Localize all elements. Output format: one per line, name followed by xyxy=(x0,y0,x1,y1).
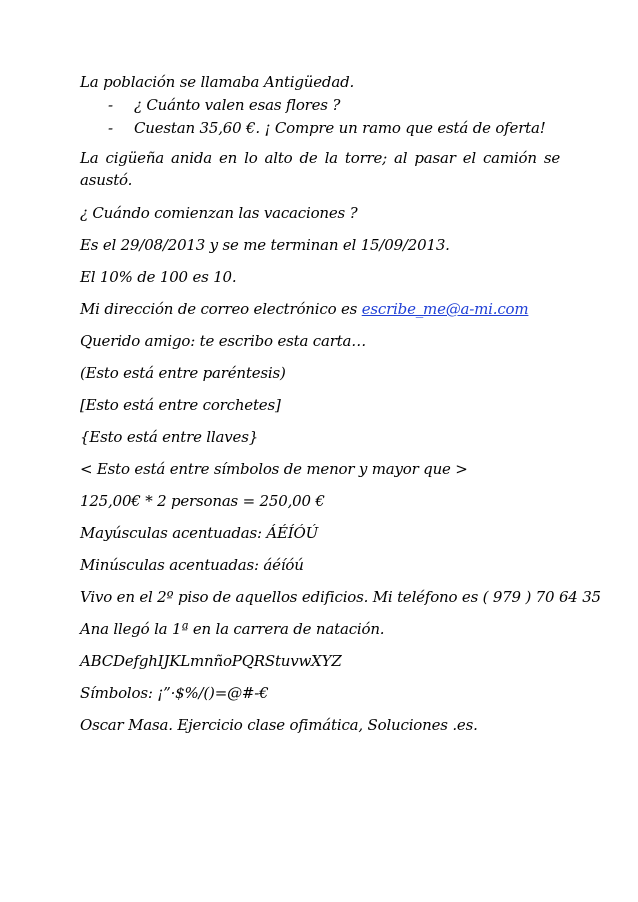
dash-bullet: - xyxy=(108,119,113,137)
text-line-email xyxy=(80,299,560,319)
dialogue-line-2 xyxy=(80,118,560,138)
text-line-percent: El 10% de 100 es 10. xyxy=(80,268,237,286)
text-line-1: La población se llamaba Antigüedad. xyxy=(80,73,355,91)
text-line-letter: Querido amigo: te escribo esta carta… xyxy=(80,332,367,350)
dialogue-text-2: Cuestan 35,60 €. ¡ Compre un ramo que está de oferta! xyxy=(134,119,546,137)
text-line-footer: Oscar Masa. Ejercicio clase ofimática, Soluciones .es. xyxy=(80,716,478,734)
paragraph-cigüeña: La cigüeña anida en lo alto de la torre; al pasar el camión se asustó. xyxy=(80,149,560,189)
text-line-parentheses: (Esto está entre paréntesis) xyxy=(80,364,286,382)
text-line-lowercase-accents: Minúsculas acentuadas: áéíóú xyxy=(80,556,304,574)
document-body xyxy=(80,72,601,747)
text-line-symbols: Símbolos: ¡”·$%/()=@#-€ xyxy=(80,684,269,702)
text-line-race: Ana llegó la 1ª en la carrera de natación. xyxy=(80,620,385,638)
text-line-alphabet: ABCDefghIJKLmnñoPQRStuvwXYZ xyxy=(80,652,342,670)
text-line-prices: 125,00€ * 2 personas = 250,00 € xyxy=(80,492,325,510)
dash-bullet: - xyxy=(108,96,113,114)
text-line-uppercase-accents: Mayúsculas acentuadas: ÁÉÍÓÚ xyxy=(80,524,319,542)
text-line-vacaciones: ¿ Cuándo comienzan las vacaciones ? xyxy=(80,204,358,222)
dialogue-text-1: ¿ Cuánto valen esas flores ? xyxy=(134,96,341,114)
text-line-brackets: [Esto está entre corchetes] xyxy=(80,396,281,414)
text-line-braces: {Esto está entre llaves} xyxy=(80,428,259,446)
text-line-dates: Es el 29/08/2013 y se me terminan el 15/09/2013. xyxy=(80,236,450,254)
text-line-angle-brackets: < Esto está entre símbolos de menor y mayor que > xyxy=(80,460,468,478)
email-prefix: Mi dirección de correo electrónico es xyxy=(80,300,362,318)
dialogue-line-1 xyxy=(80,95,560,115)
text-line-phone: Vivo en el 2º piso de aquellos edificios. Mi teléfono es ( 979 ) 70 64 35 xyxy=(80,588,601,606)
email-link[interactable]: escribe_me@a-mi.com xyxy=(361,300,529,318)
